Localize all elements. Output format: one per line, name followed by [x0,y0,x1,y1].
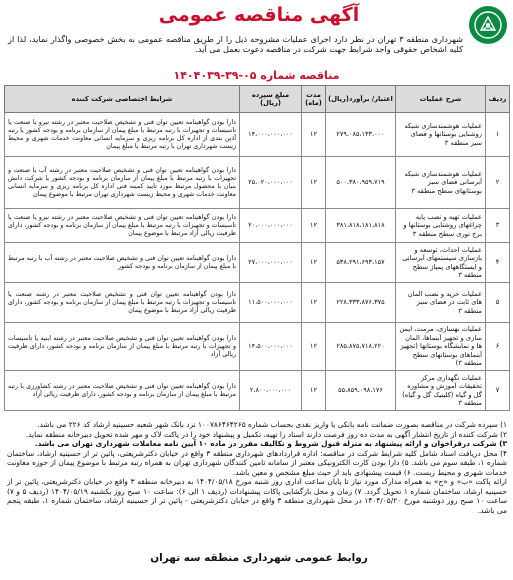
table-body [5,113,510,411]
row-conditions: دارا بودن گواهینامه تعیین توان فنی و تشخیص صلاحیت معتبر در رشته ابنیه یا تاسیسات و تجهیزات با رتبه مرتبط با مبلغ پیمان از سازمان برنامه و بودجه کشور، دارای ظرفیت ریالی آزاد [5,323,240,371]
col-header-desc: شرح عملیات [396,86,486,113]
row-number: ۲ [486,157,510,209]
row-months: ۱۲ [302,323,326,371]
row-description: عملیات هوشمندسازی شبکه آبرسانی فضای سبز بوستانهای سطح منطقه ۳ [396,157,486,209]
col-header-row: ردیف [486,86,510,113]
row-months: ۱۲ [302,371,326,411]
tehran-emblem-icon [473,10,503,40]
row-months: ۱۲ [302,113,326,157]
row-number: ۵ [486,283,510,323]
footer-note-acceptance: ۳) شرکت درقراخوان و ارائه پیشنهاد به منزله قبول شروط و تکالیف مقرر در ماده ۱۰ آیین نامه معاملات شهرداری تهران می باشد. [34,439,507,448]
row-conditions: دارا بودن گواهینامه تعیین توان فنی و تشخیص صلاحیت معتبر در رشته نیرو یا صنعت یا تاسیسات و تجهیزات با رتبه مرتبط با مبلغ پیمان از سازمان برنامه و بودجه کشور یا رتبه آذین بندی از اداره کل برنامه ریزی و سرمایه انسانی معاونت خدمات شهری و محیط زیست شهرداری تهران با رتبه مرتبط با مبلغ پیمان [5,113,240,157]
footer-note-documents: ۴) محل دریافت اسناد شامل کلیه شرایط شرکت در مناقصه: اداره قراردادهای شهرداری منطقه ۳ واقع در خیابان دکترشریعتی، پائین تر از حسینیه ارشاد، ساختمان شماره ۱، طبقه سوم می باشد. ۵) دارا بودن کارت الکترونیکی معتبر از سامانه تامین کنندگان شهرداری تهران به همراه رتبه مرتبط با موضوع پیمان از حوزه معاونت خدمات شهری و محیط زیست. ۶) قیمت پیشنهادی باید از حیث مبلغ مشخص و معین باشد. [7,448,508,477]
table-row [5,209,510,243]
row-description: عملیات تهیه و نصب پایه چراغهای روشنایی بوستانها و برج نوری سطح منطقه ۳ [396,209,486,243]
row-credit: ۳۸۱،۸۱۸،۱۸۱،۸۱۸ [326,209,396,243]
row-description: عملیات بهسازی، مرمت، ایمن سازی و تجهیز آبنماها، المان ها و نمایشگاه بوستانها (تجهیز آبنماهای بوستانهای سطح منطقه ۳) [396,323,486,371]
table-row [5,157,510,209]
table-row [5,243,510,283]
row-description: عملیات هوشمندسازی شبکه روشنایی بوستانها و فضای سبز منطقه ۳ [396,113,486,157]
row-number: ۶ [486,323,510,371]
row-months: ۱۲ [302,209,326,243]
footer-note-opening: ارائه پاکت «ب» و «ج» به همراه مدارک مورد نیاز تا پایان ساعت اداری روز شنبه مورخ ۱۴۰۴/۰۵/۱۸ به دبیرخانه منطقه ۳ واقع در خیابان دکترشریعتی، پائین تر از حسینیه ارشاد، ساختمان شماره ۱ تحویل گردد. ۷) زمان و محل بازگشایی پاکات پیشنهادات (ردیف ۱ الی ۶): ساعت ۱۰ صبح روز یکشنبه ۱۴۰۴/۰۵/۱۹ (ردیف ۵ و ۷) ساعت ۱۰ صبح روز دوشنبه مورخ ۱۴۰۴/۰۵/۲۰ در محل شهرداری منطقه ۳ واقع در خیابان دکترشریعتی - پائین تر از حسینیه ارشاد، ساختمان شماره ۱، طبقه پنجم می باشد. [7,477,508,515]
table-row [5,323,510,371]
public-relations-signature: روابط عمومی شهرداری منطقه سه تهران [150,552,368,564]
municipality-logo [469,6,507,44]
table-header [5,86,510,113]
row-deposit: ۲۵،۰۲۰،۰۰۰،۰۰۰ [240,157,302,209]
row-deposit: ۲۷،۰۰۰،۰۰۰،۰۰۰ [240,243,302,283]
tender-notice [4,4,509,572]
notice-title: آگهی مناقصه عمومی [158,4,360,26]
col-header-months: مدت (ماه) [302,86,326,113]
row-number: ۷ [486,371,510,411]
row-description: عملیات خرید و نصب المان های ثابت در فضای سبز منطقه ۳ [396,283,486,323]
row-deposit: ۱۴،۰۰۰،۰۰۰،۰۰۰ [240,113,302,157]
tender-table [4,85,510,411]
col-header-credit: اعتبار/ برآورد(ریال) [326,86,396,113]
row-description: عملیات احداث، توسعه و بازسازی سیستمهای آبرسانی و ایستگاههای پمپاژ سطح منطقه ۳ [396,243,486,283]
footer-note-deposit: ۱) سپرده شرکت در مناقصه بصورت ضمانت نامه بانکی یا واریز نقدی بحساب شماره ۱۰۰۷۸۶۴۶۴۲۶۵ نزد بانک شهر شعبه حسینیه ارشاد کد ۲۲۶ می باشد. [37,420,507,429]
row-months: ۱۲ [302,283,326,323]
row-number: ۳ [486,209,510,243]
row-conditions: دارا بودن گواهینامه تعیین توان فنی و تشخیص صلاحیت معتبر در رشته آب با رتبه مرتبط با مبلغ پیمان از سازمان برنامه و بودجه کشور [5,243,240,283]
row-conditions: دارا بودن گواهینامه تعیین توان فنی و تشخیص صلاحیت معتبر در رشته صنعت یا تاسیسات و تجهیزات با رتبه مرتبط با مبلغ پیمان از سازمان برنامه و بودجه کشور، دارای ظرفیت ریالی آزاد مرتبط با موضوع پیمان [5,283,240,323]
row-credit: ۵۵،۸۵۹،۰۹۸،۱۷۶ [326,371,396,411]
row-conditions: دارا بودن گواهینامه تعیین توان فنی و تشخیص صلاحیت معتبر در رشته کشاورزی با رتبه مرتبط با مبلغ پیمان از سازمان برنامه و بودجه کشور، دارای ظرفیت ریالی آزاد [5,371,240,411]
row-number: ۱ [486,113,510,157]
col-header-deposit: مبلغ سپرده (ریال) [240,86,302,113]
row-deposit: ۲۰،۰۰۰،۰۰۰،۰۰۰ [240,209,302,243]
notice-footer [7,420,507,515]
col-header-conditions: شرایط اختصاصی شرکت کننده [5,86,240,113]
row-number: ۴ [486,243,510,283]
table-row [5,371,510,411]
tender-number: مناقصه شماره ۰۵-۳۹-۱۴۰۴۰۳۹ [173,69,340,82]
notice-intro: شهرداری منطقه ۳ تهران در نظر دارد اجرای عملیات مشروحه ذیل را از طریق مناقصه عمومی به بخش خصوصی واگذار نماید، لذا از کلیه اشخاص حقوقی واجد شرایط جهت شرکت در مناقصه دعوت بعمل می آید. [8,34,463,54]
row-credit: ۲۸۵،۸۷۵،۷۱۸،۲۲۰ [326,323,396,371]
row-deposit: ۱۴،۵۰۰،۰۰۰،۰۰۰ [240,323,302,371]
footer-note-deadline: ۲) شرکت کننده از تاریخ انتشار آگهی به مدت ده روز فرصت دارند اسناد را تهیه، تکمیل و پیشنهاد خود را در پاکت لاک و مهر شده تحویل دبیرخانه منطقه نماید. [25,429,507,439]
row-credit: ۵۰۰،۳۸۰،۹۵۹،۷۱۹ [326,157,396,209]
row-deposit: ۲،۸۰۰،۰۰۰،۰۰۰ [240,371,302,411]
table-row [5,283,510,323]
row-deposit: ۱۱،۵۰۰،۰۰۰،۰۰۰ [240,283,302,323]
row-months: ۱۲ [302,243,326,283]
row-description: عملیات نگهداری مرکز تحقیقات آموزش و مشاوره گل و گیاه (کلینیک گل و گیاه) منطقه ۳ [396,371,486,411]
row-credit: ۲۷۹،۰۸۵،۱۳۳،۰۰۰ [326,113,396,157]
table-row [5,113,510,157]
row-credit: ۵۳۸،۲۹۱،۶۹۳،۱۵۷ [326,243,396,283]
row-conditions: دارا بودن گواهینامه تعیین توان فنی و تشخیص صلاحیت معتبر در رشته آب یا صنعت و تجهیزات با رتبه مرتبط با مبلغ پیمان از سازمان برنامه و بودجه کشور یا شرکت دانش بنیان با محصول مرتبط مورد تایید کمیته فنی اداره کل برنامه ریزی و سرمایه انسانی معاونت خدمات شهری و محیط زیست شهرداری تهران مرتبط با موضوع پیمان [5,157,240,209]
row-credit: ۲۲۸،۳۳۳،۸۷۶،۳۷۵ [326,283,396,323]
row-months: ۱۲ [302,157,326,209]
row-conditions: دارا بودن گواهینامه تعیین توان فنی و تشخیص صلاحیت معتبر در رشته نیرو یا صنعت یا تاسیسات و تجهیزات با رتبه مرتبط با مبلغ پیمان از سازمان برنامه و بودجه کشور، دارای ظرفیت ریالی آزاد مرتبط با موضوع پیمان [5,209,240,243]
